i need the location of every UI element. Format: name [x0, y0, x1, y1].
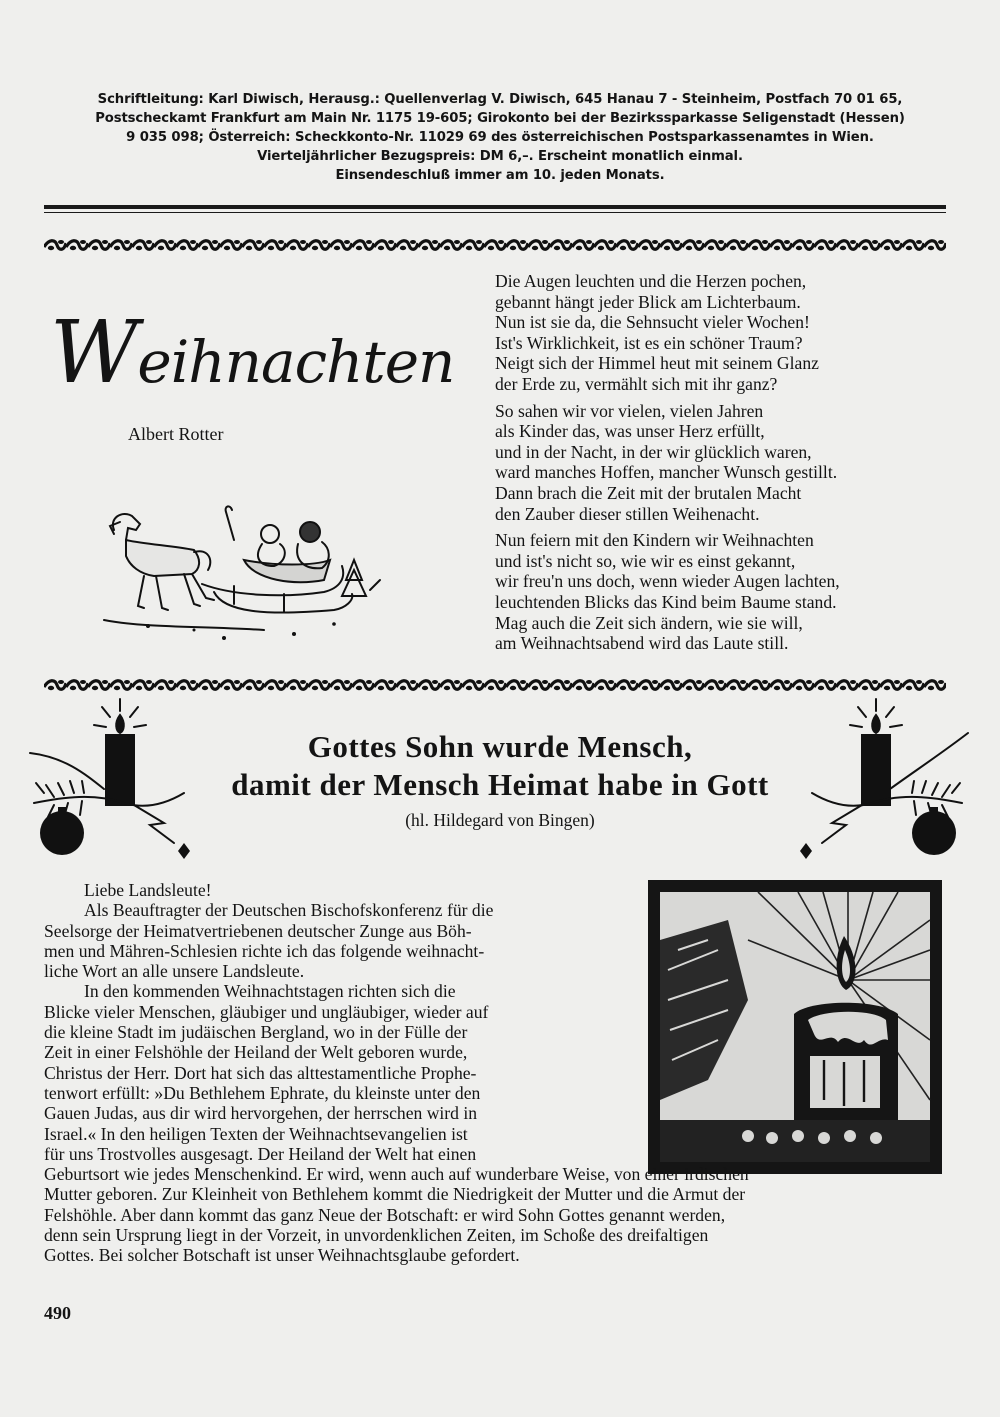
poem-line: gebannt hängt jeder Blick am Lichterbaum.	[495, 291, 801, 312]
poem-line: So sahen wir vor vielen, vielen Jahren	[495, 400, 764, 421]
body-line: tenwort erfüllt: »Du Bethlehem Ephrate, du kleinste unter den	[44, 1082, 481, 1103]
body-line: die kleine Stadt im judäischen Bergland, wo in der Fülle der	[44, 1022, 468, 1043]
body-line: Felshöhle. Aber dann kommt das ganz Neue der Botschaft: er wird Sohn Gottes genannt werden,	[44, 1204, 726, 1225]
masthead-line: 9 035 098; Österreich: Scheckkonto-Nr. 11029 69 des österreichischen Postsparkassenamtes in Wien.	[126, 130, 874, 145]
candle-ornament-right-icon	[792, 693, 972, 868]
garland-divider-top	[44, 236, 946, 254]
sleigh-illustration	[84, 500, 384, 650]
poem-line: wir freu'n uns doch, wenn wieder Augen lachten,	[495, 571, 840, 592]
masthead-rule-thin	[44, 212, 946, 213]
page-number: 490	[44, 1303, 71, 1323]
heading-line-2: damit der Mensch Heimat habe in Gott	[231, 767, 769, 802]
poem-line: der Erde zu, vermählt sich mit ihr ganz?	[495, 373, 778, 394]
body-line: Gottes. Bei solcher Botschaft ist unser Weihnachtsglaube gefordert.	[44, 1245, 520, 1266]
poem-stanza	[495, 271, 945, 395]
masthead-line: Vierteljährlicher Bezugspreis: DM 6,–. Erscheint monatlich einmal.	[257, 149, 743, 164]
heading-attribution: (hl. Hildegard von Bingen)	[405, 810, 595, 830]
body-line: Gauen Judas, aus dir wird hervorgehen, der herrschen wird in	[44, 1103, 478, 1124]
poem-line: Mag auch die Zeit sich ändern, wie sie will,	[495, 612, 803, 633]
body-line: für uns Trostvolles ausgesagt. Der Heiland der Welt hat einen	[44, 1143, 477, 1164]
body-line: men und Mähren-Schlesien richte ich das folgende weihnacht-	[44, 940, 485, 961]
body-line: Geburtsort wie jedes Menschenkind. Er wird, wenn auch auf wunderbare Weise, von einer irdischen	[44, 1164, 749, 1185]
masthead-line: Schriftleitung: Karl Diwisch, Herausg.: Quellenverlag V. Diwisch, 645 Hanau 7 - Steinheim, Postfach 70 01 65,	[97, 92, 903, 107]
body-line: Seelsorge der Heimatvertriebenen deutscher Zunge aus Böh-	[44, 920, 472, 941]
poem-title: Weihnachten	[50, 303, 455, 403]
poem-line: Nun feiern mit den Kindern wir Weihnachten	[495, 530, 814, 551]
candle-ornament-left-icon	[24, 693, 194, 868]
article-heading	[190, 728, 810, 831]
poem-line: Die Augen leuchten und die Herzen pochen,	[495, 271, 807, 291]
masthead-line: Postscheckamt Frankfurt am Main Nr. 1175 19-605; Girokonto bei der Bezirkssparkasse Seligenstadt (Hessen)	[95, 111, 905, 126]
poem-line: Nun ist sie da, die Sehnsucht vieler Wochen!	[495, 312, 810, 333]
masthead-line: Einsendeschluß immer am 10. jeden Monats.	[335, 168, 665, 183]
poem-line: Neigt sich der Himmel heut mit seinem Glanz	[495, 353, 819, 374]
body-line: Als Beauftragter der Deutschen Bischofskonferenz für die	[84, 900, 494, 921]
poem-line: leuchtenden Blicks das Kind beim Baume stand.	[495, 591, 837, 612]
article-body	[44, 880, 944, 1266]
salutation: Liebe Landsleute!	[84, 880, 212, 900]
poem-stanza	[495, 401, 945, 525]
poem-stanza	[495, 530, 945, 654]
body-line: liche Wort an alle unsere Landsleute.	[44, 961, 305, 982]
poem-author: Albert Rotter	[128, 424, 224, 444]
body-line: Israel.« In den heiligen Texten der Weihnachtsevangelien ist	[44, 1123, 468, 1144]
masthead-rule	[44, 205, 946, 209]
body-line: denn sein Ursprung liegt in der Vorzeit, in unvordenklichen Zeiten, im Schoße des dreifaltigen	[44, 1225, 709, 1246]
body-line: Christus der Herr. Dort hat sich das alttestamentliche Prophe-	[44, 1062, 477, 1083]
poem-line: ward manches Hoffen, mancher Wunsch gestillt.	[495, 462, 838, 483]
poem-line: am Weihnachtsabend wird das Laute still.	[495, 633, 789, 654]
body-line: Mutter geboren. Zur Kleinheit von Bethlehem kommt die Niedrigkeit der Mutter und die Armut der	[44, 1184, 746, 1205]
heading-line-1: Gottes Sohn wurde Mensch,	[307, 729, 693, 764]
body-line: In den kommenden Weihnachtstagen richten sich die	[84, 981, 456, 1002]
poem-text	[495, 271, 945, 660]
body-line: Zeit in einer Felshöhle der Heiland der Welt geboren wurde,	[44, 1042, 468, 1063]
poem-line: und ist's nicht so, wie wir es einst gekannt,	[495, 550, 796, 571]
body-line: Blicke vieler Menschen, gläubiger und ungläubiger, wieder auf	[44, 1001, 489, 1022]
poem-line: Ist's Wirklichkeit, ist es ein schöner Traum?	[495, 332, 803, 353]
poem-line: als Kinder das, was unser Herz erfüllt,	[495, 421, 765, 442]
garland-divider-middle	[44, 676, 946, 694]
poem-line: den Zauber dieser stillen Weihenacht.	[495, 503, 760, 524]
poem-line: Dann brach die Zeit mit der brutalen Macht	[495, 482, 802, 503]
poem-line: und in der Nacht, in der wir glücklich waren,	[495, 441, 812, 462]
masthead	[40, 90, 960, 185]
